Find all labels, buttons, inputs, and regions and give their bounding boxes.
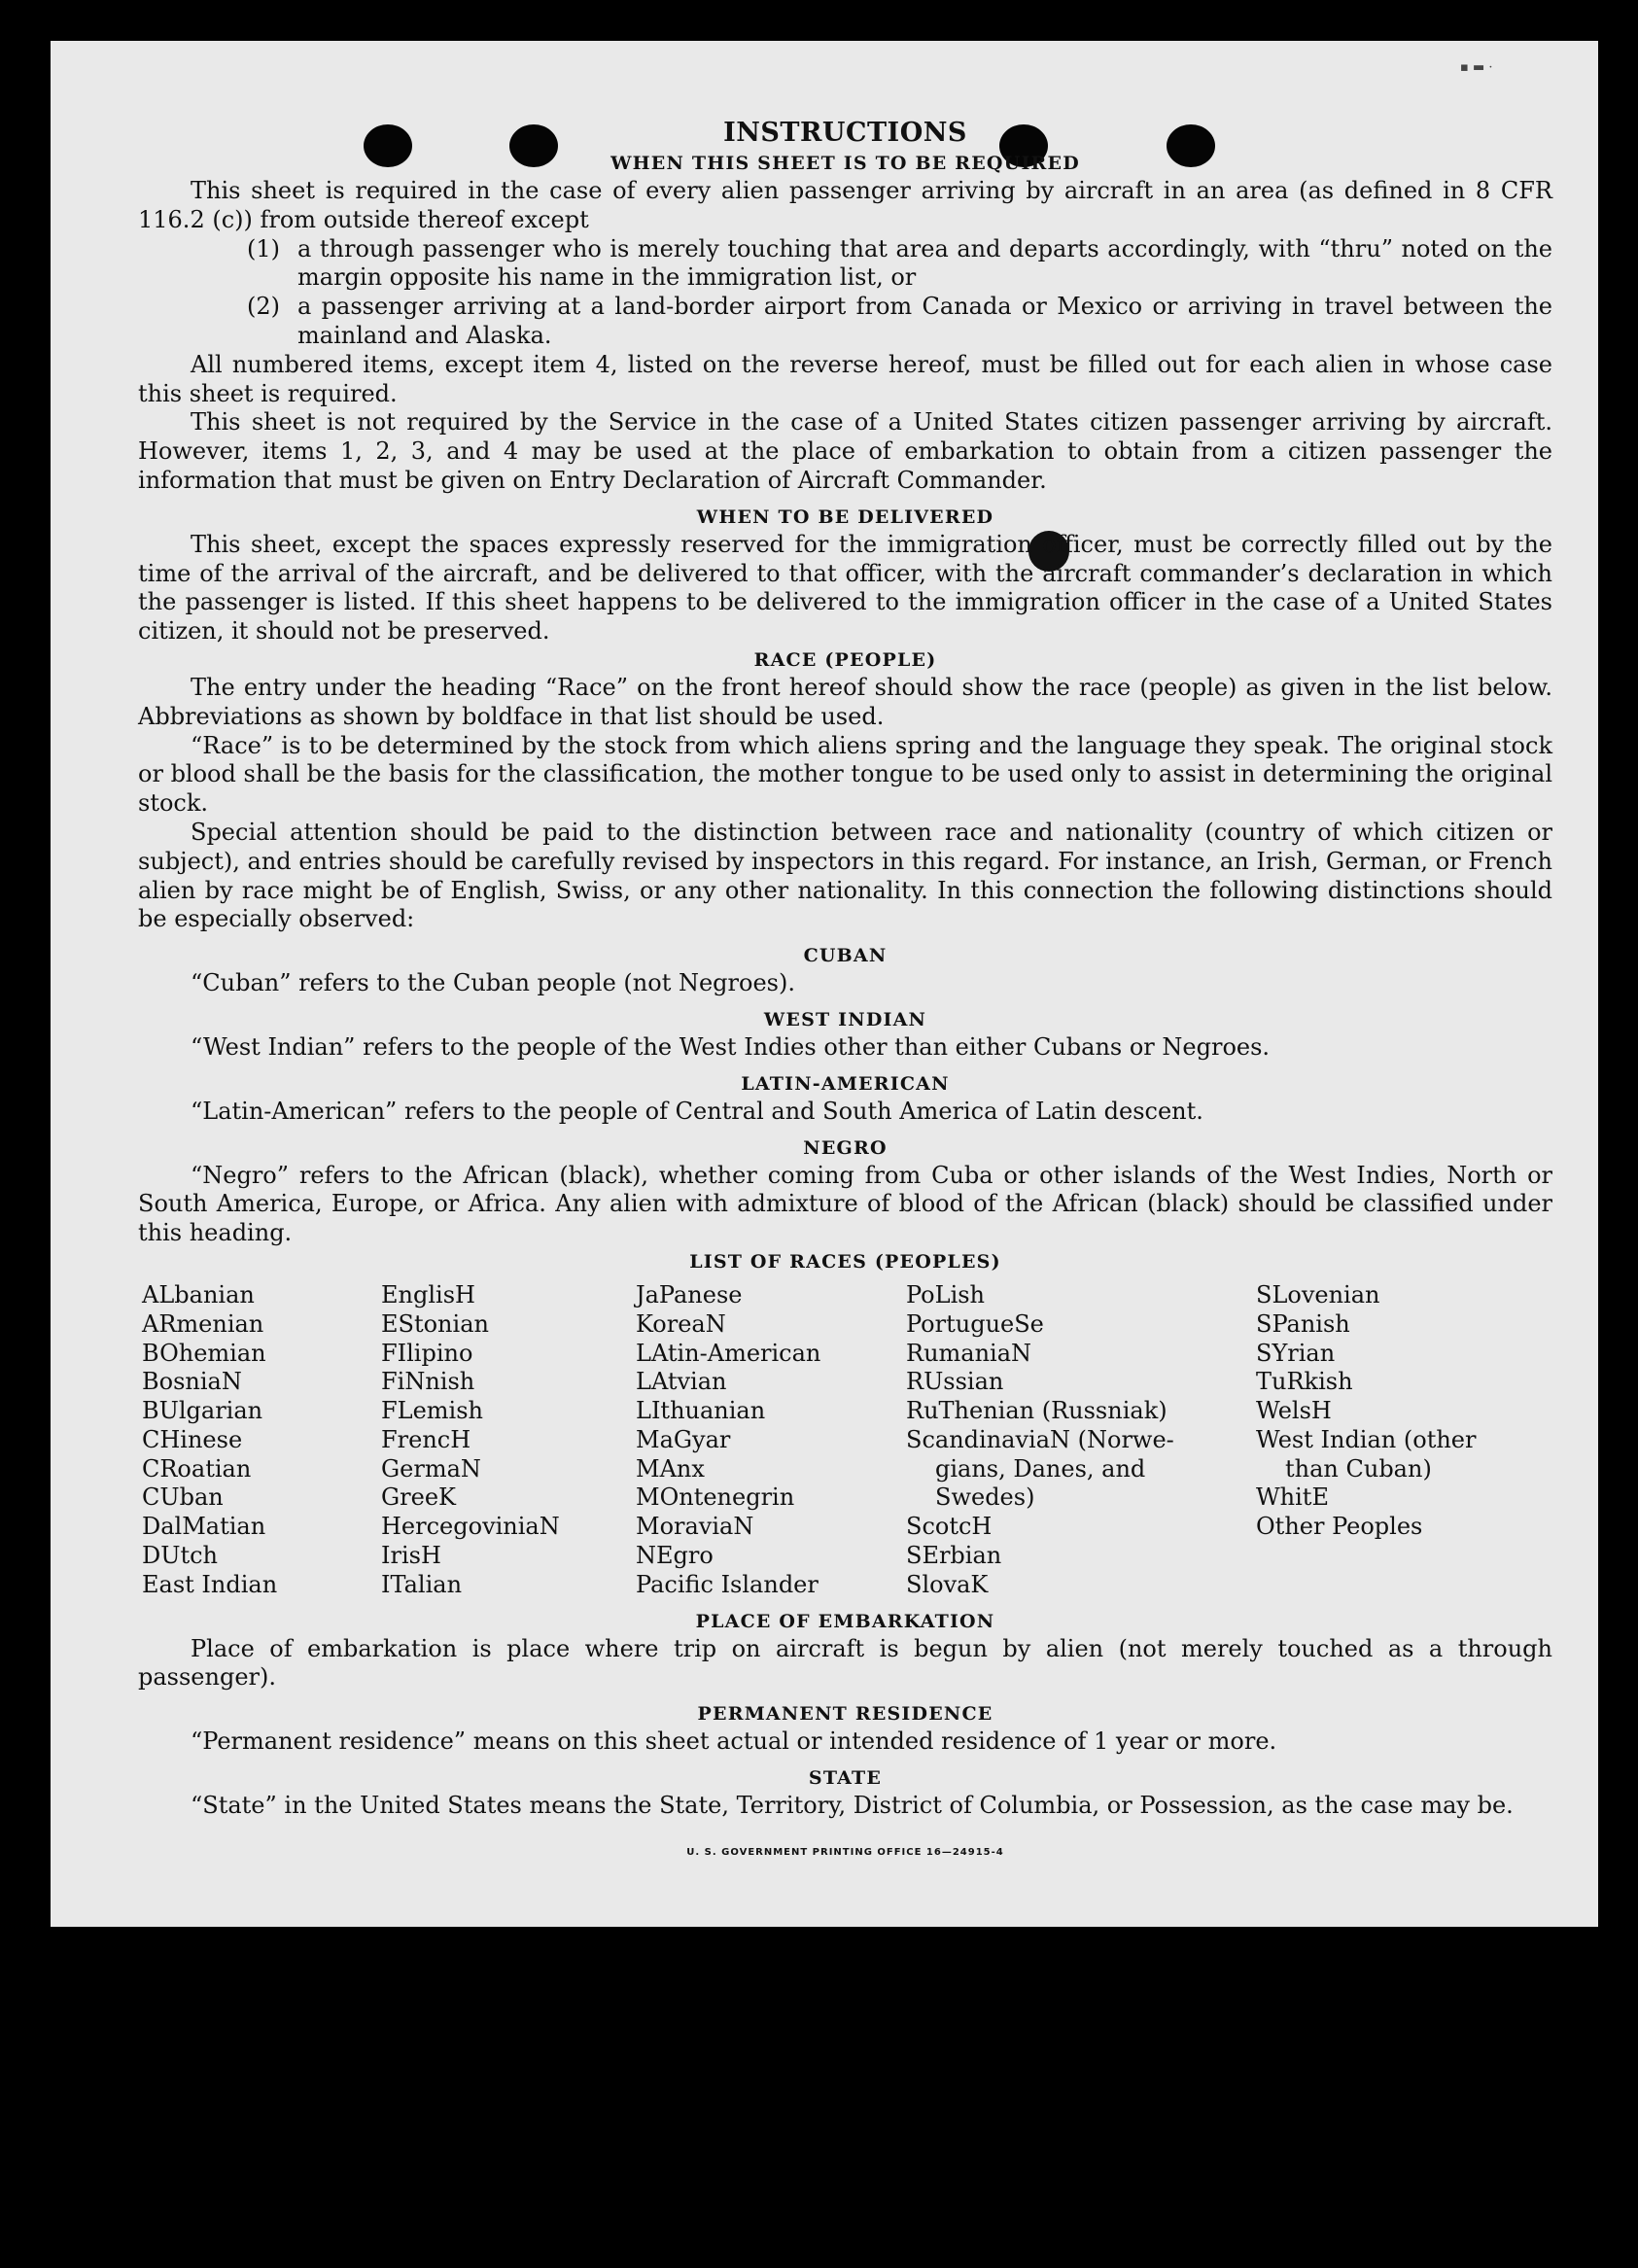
item-number: (2) bbox=[247, 293, 280, 321]
race-entry: ITalian bbox=[381, 1570, 463, 1598]
scan-mark: ▪ ▬ · bbox=[1460, 60, 1493, 75]
page-title: INSTRUCTIONS bbox=[723, 118, 967, 148]
race-entry: PortugueSe bbox=[906, 1309, 1044, 1338]
race-entry: ScandinaviaN (Norwe- bbox=[906, 1425, 1174, 1453]
paragraph: “West Indian” refers to the people of the West Indies other than either Cubans or Negroes. bbox=[191, 1032, 1271, 1061]
race-entry: BOhemian bbox=[142, 1339, 266, 1367]
race-entry: ALbanian bbox=[142, 1280, 255, 1308]
race-entry: ARmenian bbox=[142, 1309, 264, 1338]
race-entry: CRoatian bbox=[142, 1454, 252, 1483]
list-item bbox=[247, 235, 1552, 294]
race-entry: LAtvian bbox=[636, 1368, 727, 1396]
race-entry: BosniaN bbox=[142, 1368, 242, 1396]
race-entry: EStonian bbox=[381, 1309, 489, 1338]
race-entry: NEgro bbox=[636, 1542, 714, 1570]
paragraph: “Cuban” refers to the Cuban people (not Negroes). bbox=[191, 969, 795, 997]
paragraph: Place of embarkation is place where trip on aircraft is begun by alien (not merely touched as a through passenger). bbox=[138, 1634, 1552, 1692]
race-entry: IrisH bbox=[381, 1542, 441, 1570]
heading-residence: PERMANENT RESIDENCE bbox=[697, 1703, 993, 1726]
race-entry: Pacific Islander bbox=[636, 1570, 819, 1598]
item-text: a through passenger who is merely touching that area and departs accordingly, with “thru” noted on the margin opposite his name in the immigration list, or bbox=[297, 234, 1552, 292]
paragraph: This sheet is not required by the Service in the case of a United States citizen passenger arriving by aircraft. However, items 1, 2, 3, and 4 may be used at the place of embarkation to obtain from a citizen passenger the information that must be given on Entry Declaration of Aircraft Commander. bbox=[138, 408, 1552, 494]
heading-races-list: LIST OF RACES (PEOPLES) bbox=[689, 1250, 1001, 1273]
race-entry: BUlgarian bbox=[142, 1397, 263, 1425]
race-entry: SLovenian bbox=[1256, 1280, 1380, 1308]
race-entry: LAtin-American bbox=[636, 1339, 821, 1367]
races-column bbox=[381, 1281, 636, 1600]
paragraph: “Race” is to be determined by the stock from which aliens spring and the language they speak. The original stock or blood shall be the basis for the classification, the mother tongue to be used only to assist in determining the original stock. bbox=[138, 731, 1552, 818]
race-entry: CHinese bbox=[142, 1425, 243, 1453]
race-entry: East Indian bbox=[142, 1570, 278, 1598]
list-item bbox=[247, 293, 1552, 351]
item-text: a passenger arriving at a land-border airport from Canada or Mexico or arriving in travel between the mainland and Alaska. bbox=[297, 293, 1552, 349]
race-entry: HercegoviniaN bbox=[381, 1513, 560, 1541]
race-entry: FLemish bbox=[381, 1397, 483, 1425]
document-sheet bbox=[51, 41, 1598, 1927]
heading-latin-american: LATIN-AMERICAN bbox=[741, 1072, 950, 1095]
heading-embarkation: PLACE OF EMBARKATION bbox=[695, 1610, 995, 1632]
paragraph: “Negro” refers to the African (black), whether coming from Cuba or other islands of the West Indies, North or South America, Europe, or Africa. Any alien with admixture of blood of the African (black) should be classified under this heading. bbox=[138, 1161, 1552, 1247]
race-entry: MoraviaN bbox=[636, 1513, 754, 1541]
races-column bbox=[636, 1281, 906, 1600]
item-number: (1) bbox=[247, 234, 280, 262]
printer-imprint: U. S. GOVERNMENT PRINTING OFFICE 16—24915-4 bbox=[686, 1846, 1004, 1858]
race-entry: FrencH bbox=[381, 1425, 471, 1453]
race-entry: EnglisH bbox=[381, 1280, 475, 1308]
race-entry: RumaniaN bbox=[906, 1339, 1032, 1367]
race-entry: SYrian bbox=[1256, 1339, 1336, 1367]
race-entry: GreeK bbox=[381, 1483, 456, 1512]
race-entry: MOntenegrin bbox=[636, 1483, 795, 1512]
race-entry: MAnx bbox=[636, 1454, 705, 1483]
paragraph: “Latin-American” refers to the people of Central and South America of Latin descent. bbox=[191, 1097, 1203, 1125]
race-entry: FiNnish bbox=[381, 1368, 475, 1396]
race-entry: JaPanese bbox=[636, 1280, 743, 1308]
race-entry: GermaN bbox=[381, 1454, 481, 1483]
race-entry: WhitE bbox=[1256, 1483, 1329, 1512]
race-entry: DUtch bbox=[142, 1542, 219, 1570]
race-entry: MaGyar bbox=[636, 1425, 731, 1453]
race-entry: SPanish bbox=[1256, 1309, 1350, 1338]
race-entry: KoreaN bbox=[636, 1309, 726, 1338]
races-column bbox=[1256, 1281, 1538, 1600]
races-table bbox=[142, 1281, 1552, 1600]
heading-negro: NEGRO bbox=[803, 1136, 888, 1159]
heading-when-delivered: WHEN TO BE DELIVERED bbox=[696, 506, 994, 528]
race-entry: RUssian bbox=[906, 1368, 1004, 1396]
heading-race: RACE (PEOPLE) bbox=[753, 648, 937, 671]
instructions-body bbox=[138, 117, 1552, 1867]
paragraph: Special attention should be paid to the distinction between race and nationality (country of which citizen or subject), and entries should be carefully revised by inspectors in this regard. For instance, an Irish, German, or French alien by race might be of English, Swiss, or any other nationality. In this connection the following distinctions should be especially observed: bbox=[138, 818, 1552, 933]
race-entry: Swedes) bbox=[935, 1483, 1035, 1512]
races-column bbox=[906, 1281, 1256, 1600]
paragraph: “Permanent residence” means on this sheet actual or intended residence of 1 year or more. bbox=[191, 1727, 1277, 1756]
race-entry: PoLish bbox=[906, 1280, 986, 1308]
paragraph: This sheet, except the spaces expressly reserved for the immigration officer, must be correctly filled out by the time of the arrival of the aircraft, and be delivered to that officer, with the aircraft commander’s declaration in which the passenger is listed. If this sheet happens to be delivered to the immigration officer in the case of a United States citizen, it should not be preserved. bbox=[138, 530, 1552, 646]
race-entry: West Indian (other bbox=[1256, 1425, 1477, 1453]
race-entry: LIthuanian bbox=[636, 1397, 766, 1425]
paragraph: All numbered items, except item 4, listed on the reverse hereof, must be filled out for each alien in whose case this sheet is required. bbox=[138, 350, 1552, 407]
paragraph: The entry under the heading “Race” on the front hereof should show the race (people) as given in the list below. Abbreviations as shown by boldface in that list should be used. bbox=[138, 673, 1552, 730]
races-column bbox=[142, 1281, 381, 1600]
race-entry: than Cuban) bbox=[1285, 1454, 1432, 1483]
paragraph: “State” in the United States means the State, Territory, District of Columbia, or Possession, as the case may be. bbox=[191, 1792, 1514, 1820]
heading-when-required: WHEN THIS SHEET IS TO BE REQUIRED bbox=[610, 153, 1080, 174]
race-entry: SErbian bbox=[906, 1542, 1002, 1570]
paragraph: This sheet is required in the case of every alien passenger arriving by aircraft in an area (as defined in 8 CFR 116.2 (c)) from outside thereof except bbox=[138, 177, 1552, 233]
race-entry: gians, Danes, and bbox=[935, 1454, 1146, 1483]
heading-state: STATE bbox=[808, 1767, 883, 1790]
race-entry: ScotcH bbox=[906, 1513, 993, 1541]
race-entry: TuRkish bbox=[1256, 1368, 1353, 1396]
heading-west-indian: WEST INDIAN bbox=[763, 1008, 927, 1030]
race-entry: CUban bbox=[142, 1483, 224, 1512]
heading-cuban: CUBAN bbox=[803, 945, 888, 967]
race-entry: SlovaK bbox=[906, 1570, 989, 1598]
race-entry: FIlipino bbox=[381, 1339, 473, 1367]
race-entry: WelsH bbox=[1256, 1397, 1332, 1425]
race-entry: RuThenian (Russniak) bbox=[906, 1397, 1168, 1425]
race-entry: DalMatian bbox=[142, 1513, 266, 1541]
race-entry: Other Peoples bbox=[1256, 1513, 1423, 1541]
